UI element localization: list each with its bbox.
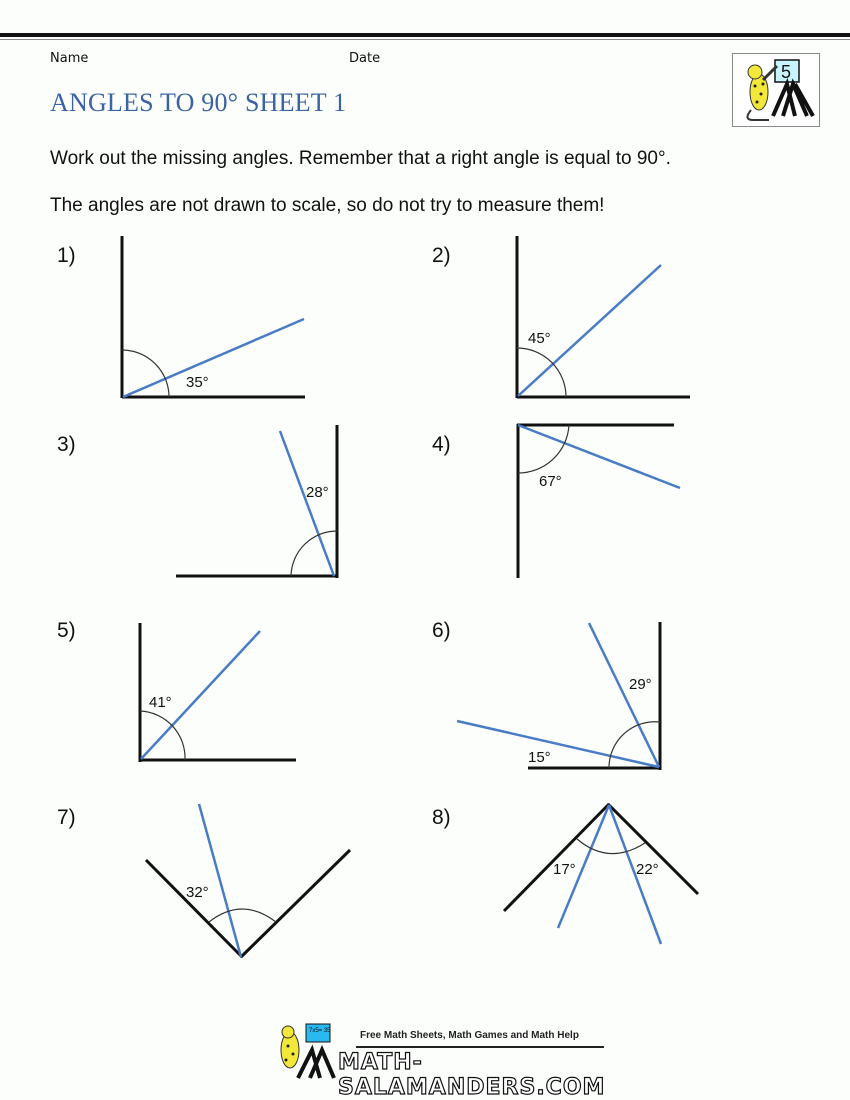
svg-text:67°: 67° [539,473,562,490]
name-label: Name [50,51,89,66]
question-3-diagram [176,425,338,578]
question-5-diagram [140,623,296,762]
question-6-diagram [457,622,661,770]
question-2-diagram [517,236,690,398]
svg-text:28°: 28° [306,484,329,501]
svg-text:17°: 17° [553,861,576,878]
footer-branding [268,1020,608,1100]
question-7-diagram [146,804,350,957]
svg-text:41°: 41° [149,694,172,711]
instruction-2: The angles are not drawn to scale, so do not try to measure them! [50,195,605,216]
question-8-number: 8) [432,806,451,829]
svg-text:22°: 22° [636,861,659,878]
svg-text:35°: 35° [186,374,209,391]
svg-text:7x5= 35: 7x5= 35 [309,1028,331,1034]
question-5-number: 5) [57,619,76,642]
date-label: Date [349,51,381,66]
footer-divider [356,1046,604,1048]
instruction-1: Work out the missing angles. Remember that a right angle is equal to 90°. [50,148,671,169]
question-7-number: 7) [57,806,76,829]
svg-text:15°: 15° [528,749,551,766]
question-1-number: 1) [57,244,76,267]
svg-text:5: 5 [781,62,792,82]
footer-tagline: Free Math Sheets, Math Games and Math Help [360,1030,579,1041]
footer-site-name: MATH-SALAMANDERS.COM [338,1050,606,1100]
svg-text:29°: 29° [629,676,652,693]
question-8-diagram [504,804,698,944]
question-1-diagram [122,236,305,398]
question-2-number: 2) [432,244,451,267]
question-6-number: 6) [432,619,451,642]
footer-salamander-icon [268,1020,338,1082]
question-3-number: 3) [57,433,76,456]
svg-text:32°: 32° [186,884,209,901]
question-4-number: 4) [432,433,451,456]
svg-text:45°: 45° [528,330,551,347]
question-4-diagram [517,424,680,578]
page-title: ANGLES TO 90° SHEET 1 [50,88,347,117]
